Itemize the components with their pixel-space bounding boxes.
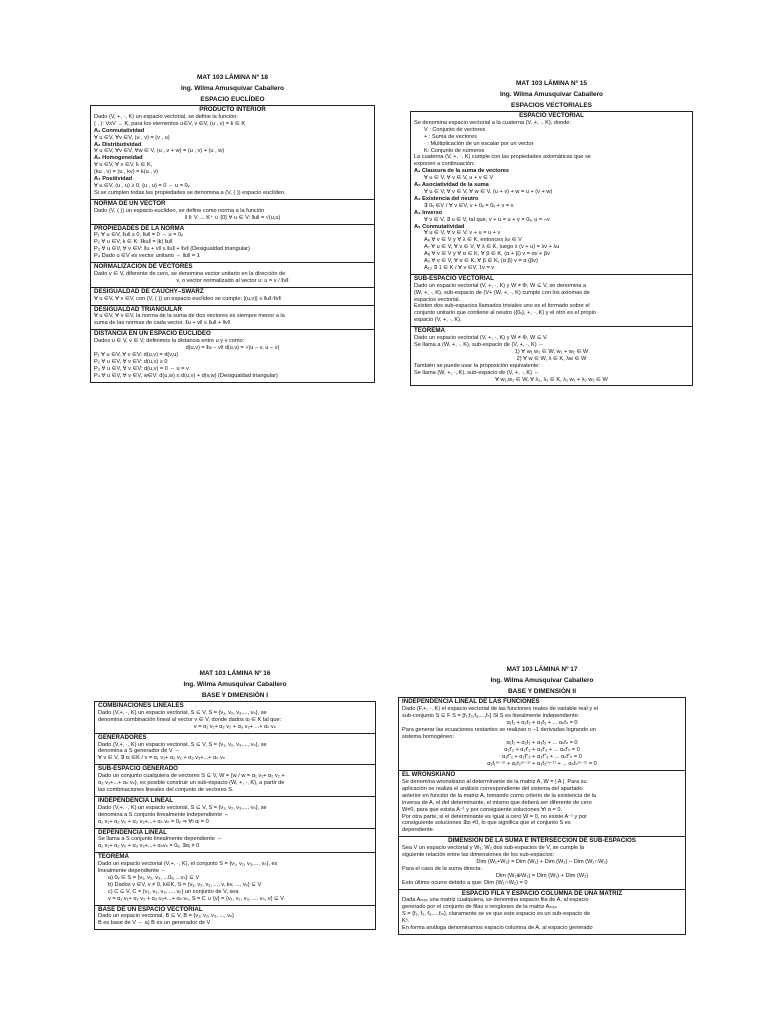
text-line: Dado un espacio vectorial (V, +, ·, K) y W ≠ Φ, W ⊆ V, se denomina a: [414, 282, 587, 289]
section-title: SUB-ESPACIO VECTORIAL: [414, 274, 494, 282]
sheet-header: [90, 72, 375, 105]
text-line: ∀ u ∈V, ∀ v ∈V, la norma de la suma de dos vectores es siempre menor a la: [94, 313, 285, 320]
text-line: A₃ Existencia del neutro: [414, 195, 479, 202]
text-line: α₃ v₃+...+ αₙ vₙ}, es posible construir un sub-espacio (W, +, ·, K), a partir de: [98, 780, 285, 787]
section-title: DEPENDENCIA LINEAL: [98, 828, 167, 836]
text-line: ∀ u ∈ V, ∀ v ∈ V, ∀ w ∈ V, (u + v) + w = u + (v + w): [424, 188, 553, 195]
section: [91, 225, 374, 264]
section: [91, 263, 374, 288]
text-line: aplicación se realiza el análisis correspondiente del sistema del apartado: [402, 785, 583, 792]
text-line: α₁f₁⁽ⁿ⁻¹⁾ + α₂f₂⁽ⁿ⁻¹⁾ + α₃f₃⁽ⁿ⁻¹⁾ + ... αₙfₙ⁽ⁿ⁻¹⁾ = 0: [487, 761, 597, 768]
text-line: ∃ 0ᵥ ∈V / ∀ v ∈V, v + 0ᵥ = 0ᵥ + v = v: [424, 202, 514, 209]
section-title: COMBINACIONES LINEALES: [98, 702, 184, 709]
text-line: P₄ Dado u ∈V es vector unitario ⇔ ‖u‖ = 1: [94, 253, 200, 260]
text-line: W≠0, para que exista A⁻¹ y por consiguiente soluciones ∀i α = 0.: [402, 806, 563, 813]
text-line: α₁f''₁ + α₂f''₂ + α₃f''₃ + ... αₙf''ₙ = 0: [502, 754, 582, 761]
author-line: Ing. Wilma Amusquivar Caballero: [183, 681, 287, 688]
sheet-lamina-15: [410, 78, 693, 386]
text-line: consiguiente soluciones ∃αᵢ ≠0, lo que significa que el conjunto S es: [402, 820, 571, 827]
section: [95, 853, 375, 905]
sheet-lamina-18: [90, 72, 375, 383]
text-line: ∀ u ∈V, ∀ v ∈V, k ∈ K,: [94, 162, 153, 169]
text-line: suma de las normas de cada vector. ‖u + v‖ ≤ ‖u‖ + ‖v‖: [94, 320, 231, 327]
author-line: Ing. Wilma Amusquivar Caballero: [499, 91, 603, 98]
section-title: PROPIEDADES DE LA NORMA: [94, 224, 185, 232]
section-title: INDEPENDENCIA LINEAL: [98, 796, 174, 804]
text-line: ‖ ‖: V → K⁺ ∪ {0} ∀ u ∈ V: ‖u‖ = √(u,u): [184, 214, 281, 221]
topic-line: BASE Y DIMENSIÓN II: [507, 688, 577, 695]
text-line: Dim (W₁+W₂) = Dim (W₁) + Dim (W₂) − Dim (W₁∩W₂): [476, 858, 608, 865]
content-box: [94, 701, 376, 930]
text-line: S = {f₁, f₂, f₃,...,fₘ}, claramente se ve que este espacio es un sub-espacio de: [402, 911, 591, 918]
text-line: denomina a S generador de V ⇔: [98, 748, 180, 755]
text-line: Dado (V, ( )) un espacio euclídeo, se define como norma a la función: [94, 207, 265, 214]
text-line: Se denomina espacio vectorial a la cuaterna (V, +, ·, K), donde:: [414, 119, 571, 126]
section: [91, 106, 374, 200]
text-line: dependiente.: [402, 827, 435, 834]
text-line: + : Suma de vectores: [424, 133, 478, 140]
author-line: Ing. Wilma Amusquivar Caballero: [490, 677, 594, 684]
text-line: Se denomina wronskiano al determinante de la matriz A, W = | A |. Para su: [402, 778, 587, 785]
text-line: Dado (V,+, ·, K) un espacio vectorial, S ⊆ V, S = {v₁, v₂, v₃,..., vₙ}, se: [98, 741, 267, 748]
content-box: [410, 111, 693, 386]
section: [95, 829, 375, 854]
topic-line: BASE Y DIMENSIÓN I: [201, 692, 269, 699]
text-line: α₁ v₁+ α₂ v₂ + α₃ v₃+...+ αₙ vₙ = 0ᵥ ⇒ ∀i αᵢ = 0: [98, 818, 209, 825]
text-line: α₁f'₁ + α₂f'₂ + α₃f'₃ + ... αₙf'ₙ = 0: [504, 747, 580, 754]
text-line: Se llama a S conjunto linealmente dependiente ⇔: [98, 836, 223, 843]
text-line: linealmente dependiente ⇔: [98, 868, 167, 875]
sheet-lamina-17: [398, 664, 686, 935]
text-line: (ku , v) = (u , kv) = k(u , v): [94, 169, 159, 176]
section: [91, 200, 374, 225]
section-title: INDEPENDENCIA LINEAL DE LAS FUNCIONES: [402, 698, 540, 705]
text-line: espacios vectorial.: [414, 296, 461, 303]
text-line: P₂ ∀ u ∈V, ∀ v ∈V: d(u,v) ≥ 0: [94, 358, 168, 365]
section: [95, 734, 375, 766]
text-line: c) C ⊆ V, C = {v₁, v₂, v₃, ..., vₙ} un conjunto de V, sea: [108, 888, 239, 895]
section: [399, 837, 685, 889]
text-line: A₃ Homogeneidad: [94, 155, 143, 162]
text-line: a) 0ᵥ ∈ S = {v₁, v₂, v₃, ...0ᵥ, ...vₙ} ⊆ V: [108, 874, 200, 881]
text-line: Si se cumplen todas las propiedades se denomina a (V, ( )) espacio euclídeo.: [94, 189, 286, 196]
text-line: denomina a S conjunto linealmente independiente ⇔: [98, 811, 230, 818]
text-line: P₄ ∀ u ∈V, ∀ v ∈V, w∈V: d(u,w) ≤ d(u,v) + d(v,w) (Desigualdad triangular): [94, 372, 278, 379]
text-line: Dado un espacio vectorial, B ⊆ V, B = {v₁, v₂, v₃, ..., vₙ}: [98, 913, 235, 920]
text-line: A₉ ∀ v ∈ V, ∀ α ∈ K, ∀ β ∈ K, (α β) v = α (βv): [424, 258, 538, 265]
section: [399, 698, 685, 771]
section: [399, 771, 685, 837]
text-line: A₂ Distributividad: [94, 141, 142, 148]
text-line: espacio (V, +, ·, K).: [414, 317, 462, 324]
course-line: MAT 103 LÁMINA Nº 15: [516, 80, 587, 87]
text-line: P₁ ∀ u ∈V, ‖u‖ ≥ 0, ‖u‖ = 0 ⇔ u = 0ᵥ: [94, 232, 183, 239]
text-line: A₆ ∀ v ∈ V y ∀ λ ∈ K, entonces λv ∈ V: [424, 237, 522, 244]
text-line: La cuaterna (V, +, ·, K) cumple con las propiedades axiomáticas que se: [414, 154, 591, 161]
text-line: A₁ Clausura de la suma de vectores: [414, 168, 509, 175]
text-line: ∀ w₁,w₂ ∈ W, ∀ λ₁, λ₂ ∈ K, λ₁ w₁ + λ₂ w₂ ∈ W: [495, 376, 608, 383]
text-line: Existen dos sub-espacios llamados triviales uno es el formado sobre el: [414, 303, 590, 310]
text-line: v = α₁ v₁+ α₂ v₂ + α₃ v₃+...+ αₙ vₙ, S = C ∪ {v} = {v₁, v₂, v₃, ..., vₙ, v} ⊆ V.: [108, 895, 286, 902]
section-title: DESIGUALDAD DE CAUCHY–SWARZ: [94, 287, 204, 295]
content-box: [90, 105, 375, 383]
text-line: Se llama (W, +, ·, K), sub-espacio de (V, +, ·, K) ⇔: [414, 369, 540, 376]
text-line: Dado (V,+, ·, K) un espacio vectorial, S ⊆ V, S = {v₁, v₂, v₃,..., vₙ}, se: [98, 709, 267, 716]
text-line: Esto último ocurre debido a que: Dim (W₁∩W₂) = 0: [402, 879, 528, 886]
text-line: d(u,v) = ‖u − v‖ d(u,v) = √(u − v, u − v): [185, 345, 280, 352]
topic-line: ESPACIO EUCLÍDEO: [200, 96, 265, 103]
section-title: BASE DE UN ESPACIO VECTORIAL: [98, 905, 203, 913]
course-line: MAT 103 LÁMINA Nº 17: [506, 666, 578, 673]
sheet-header: [94, 668, 376, 701]
text-line: 2) ∀ w ∈ W, λ ∈ K, λw ∈ W: [516, 355, 587, 362]
content-box: [398, 697, 686, 935]
section-title: ESPACIO FILA Y ESPACIO COLUMNA DE UNA MATRIZ: [461, 889, 623, 897]
text-line: exponen a continuación:: [414, 161, 475, 168]
course-line: MAT 103 LÁMINA Nº 18: [197, 74, 268, 81]
text-line: Dados u ∈ V, v ∈ V, definimos la distancia entre u y v como:: [94, 338, 245, 345]
section-title: SUB-ESPACIO GENERADO: [98, 765, 178, 773]
course-line: MAT 103 LÁMINA Nº 16: [199, 670, 271, 677]
text-line: En forma análoga denominamos espacio columna de A, al espacio generado: [402, 925, 593, 932]
text-line: Dado un espacio vectorial (V,+, ·, K), el conjunto S = {v₁, v₂, v₃,..., vₙ}, es: [98, 861, 278, 868]
text-line: siguiente relación entre las dimensiones de los sub-espacios:: [402, 852, 555, 859]
text-line: sub-conjunto S ⊆ F S = {f₁,f₂,f₃,...,fₙ} Si S es linealmente independiente:: [402, 712, 580, 719]
sheet-header: [398, 664, 686, 697]
text-line: ∀ u ∈V, ∀ v ∈V, con (V, ( )) un espacio euclídeo se cumple: |(u,v)| ≤ ‖u‖·‖v‖: [94, 295, 281, 302]
section: [91, 330, 374, 381]
text-line: denomina combinación lineal al vector v ∈ V, donde dados αᵢ ∈ K tal que:: [98, 716, 282, 723]
text-line: ( , ): VxV → K, para los elementos u∈V, v ∈V, (u , v) = k ∈ K: [94, 120, 246, 127]
text-line: ∀ u ∈V, ∀v ∈V, ∀w ∈ V, (u , v + w) = (u , v) + (u , w): [94, 148, 225, 155]
text-line: K: Conjunto de números: [424, 147, 485, 154]
text-line: ∀ u ∈V, ∀v ∈V, (u , v) = (v , u): [94, 134, 170, 141]
sheet-lamina-16: [94, 668, 376, 930]
text-line: Dado un espacio vectorial (V, +, ·, K) y W ≠ Φ, W ⊆ V.: [414, 335, 548, 342]
text-line: P₃ ∀ u ∈V, ∀ v ∈V: ‖u + v‖ ≤ ‖u‖ + ‖v‖ (Desigualdad triangular): [94, 246, 250, 253]
section: [91, 306, 374, 331]
author-line: Ing. Wilma Amusquivar Caballero: [180, 85, 284, 92]
text-line: α₁f₁ + α₂f₂ + α₃f₃ + ... αₙfₙ = 0: [506, 740, 578, 747]
section-title: GENERADORES: [98, 733, 147, 741]
section: [411, 112, 692, 275]
text-line: Sea V un espacio vectorial y W₁, W₂ dos sub-espacios de V, se cumple la: [402, 845, 585, 852]
section-title: ESPACIO VECTORIAL: [519, 112, 584, 119]
text-line: Dado (V,+, ·, K) un espacio vectorial, S ⊆ V, S = {v₁, v₂, v₃,..., vₙ}, se: [98, 804, 267, 811]
section-title: TEOREMA: [414, 327, 445, 335]
text-line: (W, +, ·, K), sub-espacio de (V+ (W, +, ·, K) cumple con los axiomas de: [414, 289, 590, 296]
text-line: Dado un conjunto cualquiera de vectores S ⊆ V, W = {w / w = α₁ v₁+ α₂ v₂ +: [98, 773, 285, 780]
text-line: sistema homogéneo:: [402, 733, 454, 740]
text-line: · : Multiplicación de un escalar por un vector: [424, 140, 534, 147]
text-line: A₁₀ ∃ 1 ∈ K / ∀ v ∈V, 1v = v: [424, 264, 495, 271]
text-line: V : Conjunto de vectores: [424, 126, 486, 133]
section-title: NORMALIZACION DE VECTORES: [94, 263, 193, 271]
text-line: b) Dados v ∈V, v ≠ 0, k∈K, S = {v₁, v₂, v₃, ..., v, kv, ..., vₙ} ⊆ V: [108, 881, 262, 888]
text-line: α₁f₁ + α₂f₂ + α₃f₃ + ... αₙfₙ = 0: [506, 719, 578, 726]
text-line: ∀ v ∈ V, ∃ u ∈ V, tal que, v + u = u + v = 0ᵥ, u = −v: [424, 216, 550, 223]
text-line: inversa de A, el del determinante, el mismo que deberá ser diferente de cero: [402, 799, 592, 806]
text-line: A₄ Inverso: [414, 209, 443, 216]
text-line: Se llama a (W, +, ·, K), sub-espacio de (V, +, ·, K) ⇔: [414, 342, 544, 348]
section-title: EL WRONSKIANO: [402, 771, 456, 779]
section-title: DESIGUALDAD TRIANGULAR: [94, 305, 182, 313]
text-line: Para generar las ecuaciones restantes se realizan n −1 derivadas logrando un: [402, 726, 596, 733]
text-line: Por otra parte, si el determinante es igual a cero W = 0, no existe A⁻¹ y por: [402, 813, 587, 820]
text-line: B es base de V ⇔ a) B es un generador de V: [98, 920, 211, 927]
sheet-header: [410, 78, 693, 111]
topic-line: ESPACIOS VECTORIALES: [510, 102, 593, 109]
text-line: ∀ u ∈ V, ∀ v ∈ V, v + u = u + v: [424, 230, 501, 237]
text-line: A₄ Positividad: [94, 176, 133, 183]
text-line: anterior en función de la matriz A, tomando como criterio de la existencia de la: [402, 792, 597, 799]
text-line: A₇ ∀ u ∈ V, ∀ v ∈ V, ∀ λ ∈ K, luego λ (v + u) = λv + λu: [424, 244, 560, 251]
text-line: α₁ v₁+ α₂ v₂ + α₃ v₃+...+ αₙvₙ = 0ᵥ, ∃αᵢ ≠ 0: [98, 843, 200, 850]
text-line: A₁ Conmutatividad: [94, 127, 145, 134]
text-line: Para el caso de la suma directa:: [402, 865, 482, 872]
text-line: v, o vector normalizado al vector u: u = v / ‖v‖: [176, 277, 289, 284]
text-line: A₅ Conmutatividad: [414, 223, 465, 230]
text-line: P₁ ∀ u ∈V, ∀ v ∈V: d(u,v) = d(v,u): [94, 352, 179, 358]
section: [95, 906, 375, 930]
text-line: las combinaciones lineales del conjunto de vectores S.: [98, 786, 234, 793]
text-line: A₈ ∀ v ∈ V y ∀ α ∈ K, ∀ β ∈ K, (α + β) v = αv + βv: [424, 251, 550, 258]
text-line: generado por el conjunto de filas o renglones de la matriz Aₘₓₙ: [402, 904, 557, 911]
text-line: Dada Aₘₓₙ una matriz cualquiera, se denomina espacio fila de A, al espacio: [402, 897, 589, 904]
text-line: Dim (W₁⊕W₂) = Dim (W₁) + Dim (W₂): [495, 872, 589, 879]
text-line: Dado (F,+, ·, K) el espacio vectorial de las funciones reales de variable real y el: [402, 705, 599, 712]
text-line: Kⁿ.: [402, 918, 410, 925]
section: [95, 797, 375, 829]
text-line: ∀ u ∈V, (u , u) ≥ 0, (u , u) = 0 ⇔ u = 0ᵥ: [94, 182, 190, 189]
section: [95, 702, 375, 734]
section-title: DIMENSIÓN DE LA SUMA E INTERSECCIÓN DE SUB-ESPACIOS: [448, 837, 636, 845]
text-line: Dado (V, +, ·, K) un espacio vectorial, se define la función:: [94, 113, 238, 120]
section: [399, 890, 685, 934]
text-line: A₂ Asociatividad de la suma: [414, 182, 489, 189]
text-line: ∀ u ∈ V, ∀ v ∈ V, u + v ∈ V: [424, 175, 494, 182]
text-line: v = α₁ v₁+ α₂ v₂ + α₃ v₃+ ...+ αₙ vₙ: [193, 723, 277, 730]
text-line: conjunto unitario que contiene al neutro ({0ᵥ}, +, ·, K) y el otro es el propio: [414, 310, 596, 317]
text-line: ∀ v ∈ V, ∃ αᵢ ∈K / v = α₁ v₁+ α₂ v₂ + α₃ v₃+...+ αₙ vₙ: [98, 755, 226, 762]
text-line: P₂ ∀ u ∈V, k ∈ K: ‖ku‖ = |k| ‖u‖: [94, 239, 173, 246]
text-line: 1) ∀ w₁ w₂ ∈ W, w₁ + w₂ ∈ W: [514, 348, 589, 355]
section: [411, 327, 692, 385]
text-line: Dado v ∈ V, diferente de cero, se denomina vector unitario en la dirección de: [94, 270, 286, 277]
section-title: TEOREMA: [98, 853, 129, 861]
section: [95, 765, 375, 797]
section-title: PRODUCTO INTERIOR: [199, 106, 266, 113]
section-title: DISTANCIA EN UN ESPACIO EUCLIDEO: [94, 330, 211, 338]
section: [411, 275, 692, 327]
text-line: También se puede usar la proposición equivalente:: [414, 362, 540, 369]
section: [91, 288, 374, 306]
section-title: NORMA DE UN VECTOR: [94, 199, 166, 207]
text-line: P₃ ∀ u ∈V, ∀ v ∈V: d(u,v) = 0 ⇔ u = v: [94, 365, 189, 372]
